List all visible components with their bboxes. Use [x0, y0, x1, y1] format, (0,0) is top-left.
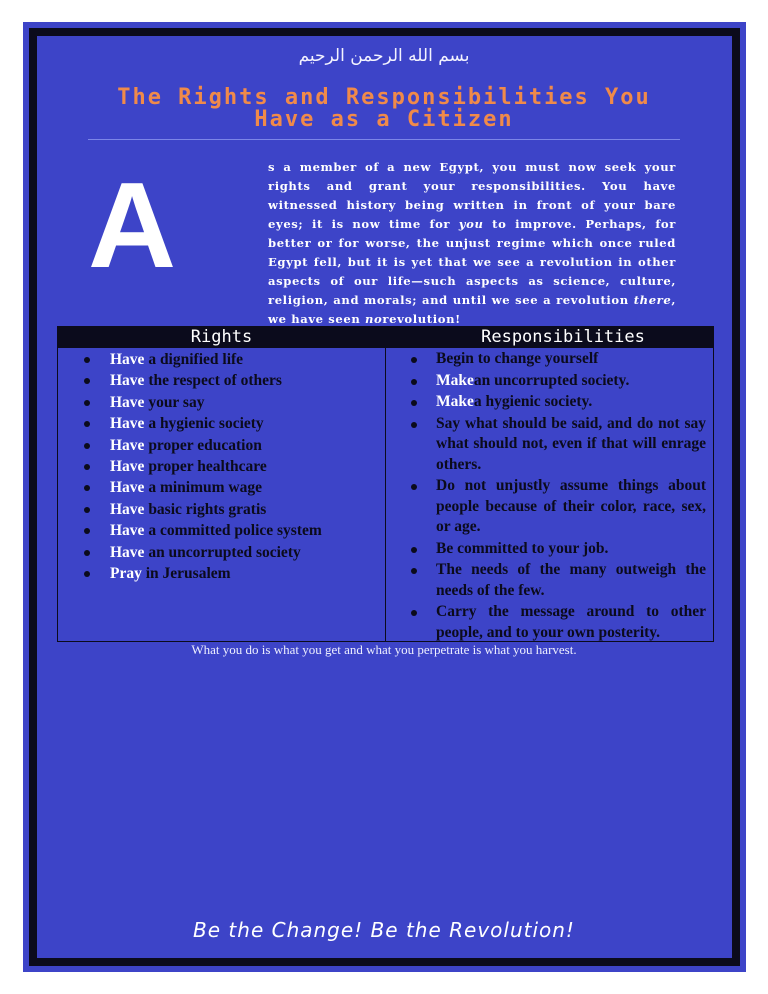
rights-list-verb: Have — [110, 372, 145, 390]
bullet-icon — [84, 400, 90, 406]
rights-list-item — [84, 392, 379, 413]
rights-list-item — [84, 456, 379, 477]
rights-list-text: a dignified life — [144, 351, 244, 368]
rights-list-text: proper education — [144, 436, 262, 454]
rights-list-item — [84, 542, 379, 563]
page-title — [0, 87, 768, 131]
rights-list-text: a hygienic society — [144, 415, 264, 433]
bullet-icon — [411, 400, 417, 406]
drop-cap: A — [88, 157, 177, 293]
responsibilities-list-item — [411, 349, 706, 369]
rights-list-text: the respect of others — [144, 372, 282, 390]
responsibilities-list-text: Say what should be said, and do not say what should not, even if that will enrage others. — [436, 414, 706, 473]
rights-list-item — [84, 520, 379, 541]
rights-header: Rights — [190, 327, 253, 347]
responsibilities-list-verb: Make — [436, 371, 474, 389]
bullet-icon — [411, 357, 417, 363]
responsibilities-list-item — [411, 476, 706, 537]
intro-text-2: to improve. Perhaps, for better or for worse, the unjust regime which once ruled Egypt fell, but it is yet that we see a revolution in other aspects of our life—such aspects as science, culture, religion, and morals; and until we see a revolution — [268, 217, 676, 307]
intro-text-4: revolution! — [382, 312, 461, 326]
bullet-icon — [411, 484, 417, 490]
responsibilities-header: Responsibilities — [481, 327, 645, 347]
bullet-icon — [84, 571, 90, 577]
bullet-icon — [411, 379, 417, 385]
intro-emphasis-no: no — [365, 312, 383, 326]
rights-list — [84, 349, 379, 584]
responsibilities-list-text: a hygienic society. — [473, 393, 593, 411]
responsibilities-list-item — [411, 539, 706, 559]
responsibilities-list-item — [411, 602, 706, 643]
rights-list-item — [84, 563, 379, 584]
slogan: Be the Change! Be the Revolution! — [193, 918, 575, 942]
bismillah-heading: بسم الله الرحمن الرحيم — [298, 46, 470, 66]
responsibilities-list-text: Do not unjustly assume things about people because of their color, race, sex, or age. — [436, 477, 706, 535]
rights-list-item — [84, 477, 379, 498]
intro-emphasis-you: you — [458, 217, 484, 231]
responsibilities-list-text: The needs of the many outweigh the needs of the few. — [436, 561, 706, 599]
rights-list-verb: Have — [110, 458, 145, 476]
responsibilities-list-text: Begin to change yourself — [436, 350, 599, 367]
responsibilities-list-item — [411, 392, 706, 412]
rights-list-item — [84, 435, 379, 456]
rights-list-text: in Jerusalem — [141, 565, 231, 583]
bullet-icon — [84, 357, 90, 363]
rights-list-verb: Pray — [110, 565, 142, 583]
bullet-icon — [411, 547, 417, 553]
bullet-icon — [84, 378, 90, 384]
rights-list-verb: Have — [110, 479, 145, 497]
rights-list-item — [84, 370, 379, 391]
rights-list-verb: Have — [110, 415, 145, 433]
table-header-row — [58, 327, 713, 348]
intro-paragraph — [268, 158, 676, 329]
rights-list-item — [84, 499, 379, 520]
bullet-icon — [411, 422, 417, 428]
rights-list-item — [84, 349, 379, 370]
bullet-icon — [84, 507, 90, 513]
responsibilities-list-text: Carry the message around to other people, and to your own posterity. — [436, 603, 706, 641]
intro-text-3: , we have seen — [268, 293, 676, 326]
responsibilities-list-text: Be committed to your job. — [436, 539, 609, 557]
bullet-icon — [411, 610, 417, 616]
column-divider — [385, 348, 386, 641]
responsibilities-list-item — [411, 560, 706, 601]
rights-list-verb: Have — [110, 351, 145, 368]
title-divider — [88, 139, 680, 140]
rights-list-item — [84, 413, 379, 434]
rights-list-text: basic rights gratis — [144, 500, 267, 518]
bullet-icon — [84, 464, 90, 470]
rights-list-verb: Have — [110, 543, 145, 561]
rights-list-verb: Have — [110, 500, 145, 518]
intro-emphasis-there: there — [633, 293, 672, 307]
bullet-icon — [84, 528, 90, 534]
title-line-1: The Rights and Responsibilities You — [117, 85, 651, 110]
title-line-2: Have as a Citizen — [254, 107, 514, 132]
responsibilities-list-item — [411, 371, 706, 391]
rights-list-text: a minimum wage — [144, 479, 262, 497]
rights-list-text: a committed police system — [144, 522, 322, 540]
rights-list-verb: Have — [110, 393, 145, 411]
bullet-icon — [84, 443, 90, 449]
rights-list-text: your say — [144, 393, 205, 411]
footer-quote: What you do is what you get and what you perpetrate is what you harvest. — [191, 642, 577, 657]
bullet-icon — [84, 485, 90, 491]
rights-list-verb: Have — [110, 436, 145, 454]
responsibilities-list-text: an uncorrupted society. — [473, 371, 630, 389]
rights-list-text: an uncorrupted society — [144, 543, 301, 561]
rights-responsibilities-table — [57, 326, 714, 642]
responsibilities-list-item — [411, 414, 706, 475]
bullet-icon — [84, 421, 90, 427]
rights-list-text: proper healthcare — [144, 458, 267, 476]
intro-text-1: s a member of a new Egypt, you must now seek your rights and grant your responsibilities. You have witnessed history being written in front of your bare eyes; it is now time for — [268, 160, 676, 231]
bullet-icon — [84, 550, 90, 556]
rights-list-verb: Have — [110, 522, 145, 540]
responsibilities-list-verb: Make — [436, 393, 474, 411]
responsibilities-list — [411, 349, 706, 644]
bullet-icon — [411, 568, 417, 574]
